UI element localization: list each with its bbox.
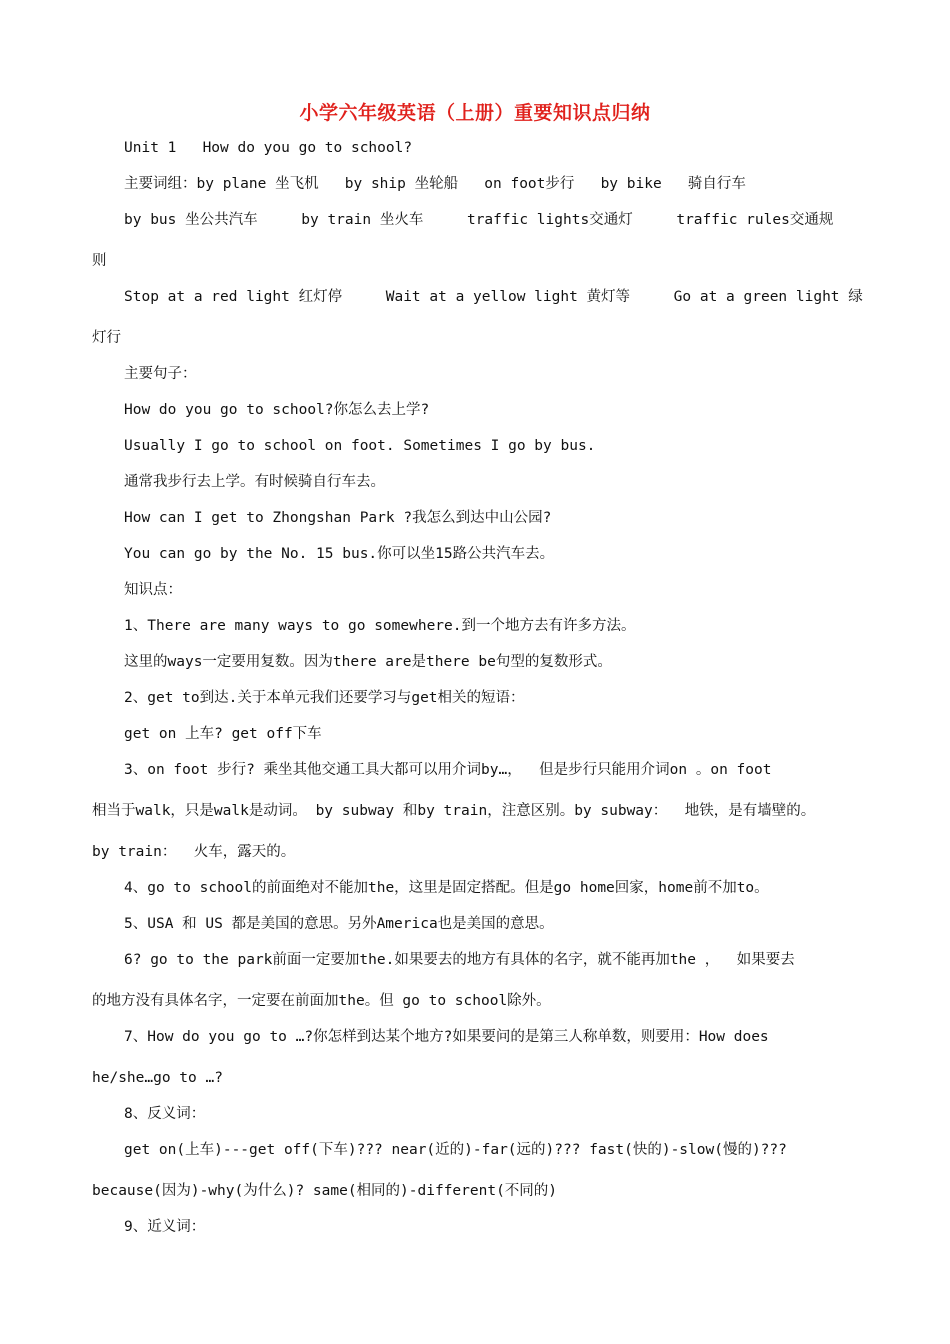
unit-heading: Unit 1 How do you go to school? bbox=[124, 140, 413, 156]
phrases-line-3-cont: 灯行 bbox=[92, 330, 121, 346]
sentence-3: How can I get to Zhongshan Park ?我怎么到达中山公园? bbox=[124, 510, 552, 526]
point-9: 9、近义词： bbox=[124, 1219, 206, 1235]
point-6: 6? go to the park前面一定要加the.如果要去的地方有具体的名字，就不能再加the ， 如果要去 bbox=[124, 952, 795, 968]
point-1-note: 这里的ways一定要用复数。因为there are是there be句型的复数形式。 bbox=[124, 654, 612, 670]
phrases-line-3: Stop at a red light 红灯停 Wait at a yellow light 黄灯等 Go at a green light 绿 bbox=[124, 289, 863, 305]
point-1: 1、There are many ways to go somewhere.到一个地方去有许多方法。 bbox=[124, 618, 636, 634]
knowledge-heading: 知识点： bbox=[124, 582, 182, 598]
document-title: 小学六年级英语（上册）重要知识点归纳 bbox=[299, 102, 651, 124]
sentence-2: Usually I go to school on foot. Sometimes I go by bus. bbox=[124, 438, 596, 454]
sentence-1: How do you go to school?你怎么去上学? bbox=[124, 402, 430, 418]
point-2-note: get on 上车? get off下车 bbox=[124, 726, 322, 742]
sentence-2-translation: 通常我步行去上学。有时候骑自行车去。 bbox=[124, 474, 385, 490]
point-3: 3、on foot 步行? 乘坐其他交通工具大都可以用介词by…， 但是步行只能用介词on 。on foot bbox=[124, 762, 772, 778]
point-5: 5、USA 和 US 都是美国的意思。另外America也是美国的意思。 bbox=[124, 916, 554, 932]
phrases-line-2: by bus 坐公共汽车 by train 坐火车 traffic lights交通灯 traffic rules交通规 bbox=[124, 212, 834, 228]
point-4: 4、go to school的前面绝对不能加the，这里是固定搭配。但是go home回家，home前不加to。 bbox=[124, 880, 769, 896]
antonyms-line-1: get on(上车)---get off(下车)??? near(近的)-far(远的)??? fast(快的)-slow(慢的)??? bbox=[124, 1142, 787, 1158]
point-8: 8、反义词： bbox=[124, 1106, 206, 1122]
phrases-line-1: 主要词组：by plane 坐飞机 by ship 坐轮船 on foot步行 by bike 骑自行车 bbox=[124, 176, 746, 192]
point-6-cont: 的地方没有具体名字，一定要在前面加the。但 go to school除外。 bbox=[92, 993, 551, 1009]
antonyms-line-2: because(因为)-why(为什么)? same(相同的)-different(不同的) bbox=[92, 1183, 558, 1199]
sentence-4: You can go by the No. 15 bus.你可以坐15路公共汽车去。 bbox=[124, 546, 555, 562]
point-3-cont-2: by train： 火车，露天的。 bbox=[92, 844, 296, 860]
phrases-line-2-cont: 则 bbox=[92, 253, 107, 269]
point-2: 2、get to到达.关于本单元我们还要学习与get相关的短语： bbox=[124, 690, 525, 706]
sentences-heading: 主要句子： bbox=[124, 366, 197, 382]
point-7-cont: he/she…go to …? bbox=[92, 1070, 223, 1086]
point-3-cont-1: 相当于walk，只是walk是动词。 by subway 和by train，注意区别。by subway： 地铁，是有墙壁的。 bbox=[92, 803, 816, 819]
point-7: 7、How do you go to …?你怎样到达某个地方?如果要问的是第三人称单数，则要用：How does bbox=[124, 1029, 769, 1045]
